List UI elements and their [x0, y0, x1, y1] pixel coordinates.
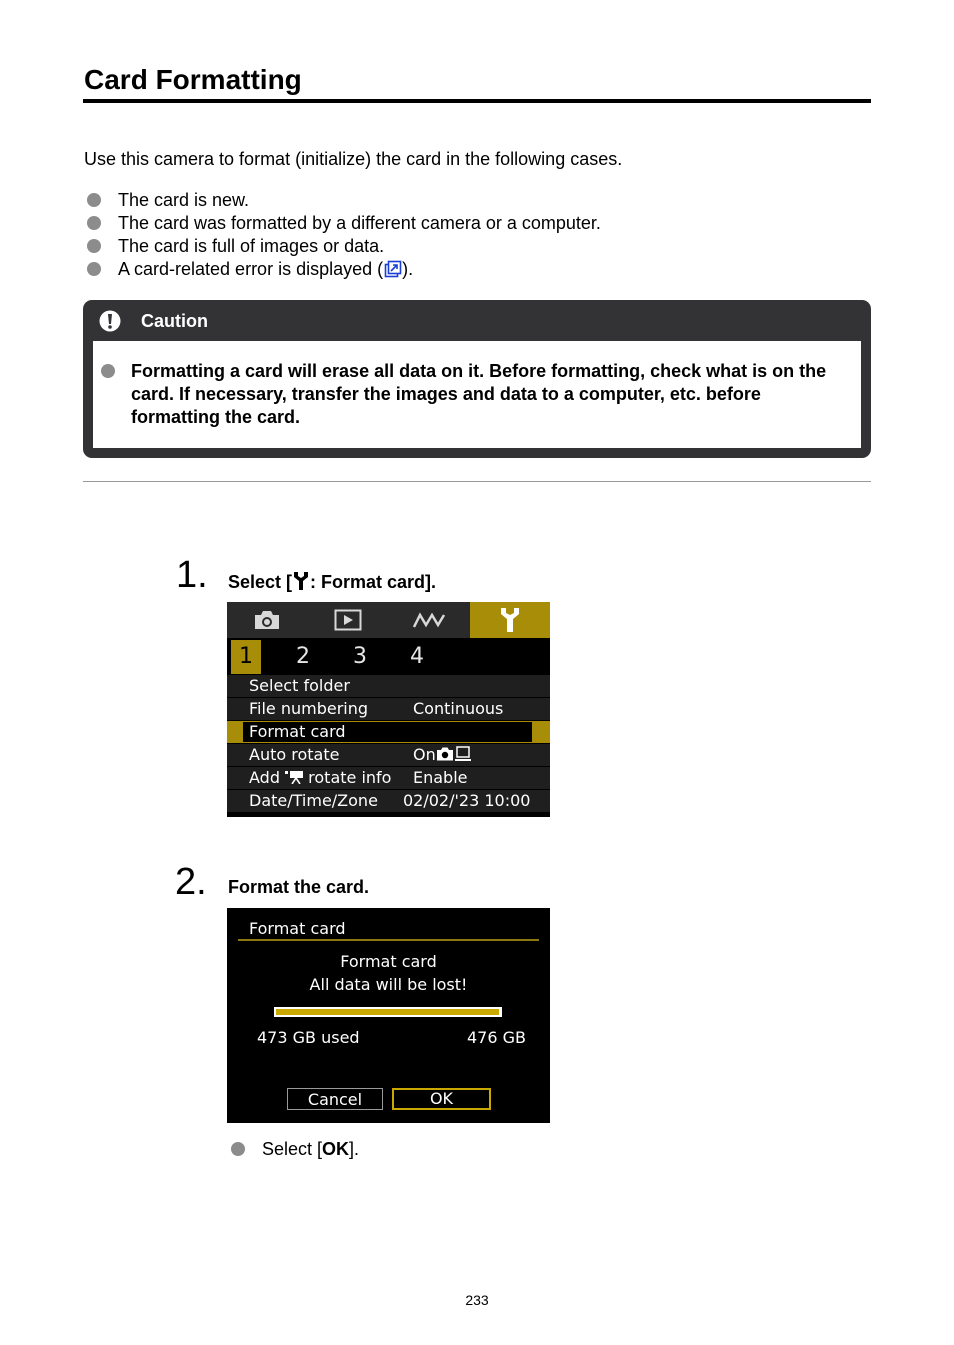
bullet-icon [87, 262, 101, 276]
bullet-icon [87, 239, 101, 253]
movie-icon [285, 770, 303, 784]
camera-icon [253, 610, 281, 630]
menu-item-value-group: On [413, 744, 472, 766]
bullet-icon [87, 216, 101, 230]
tab-setup[interactable] [470, 602, 550, 638]
format-card-screen [227, 908, 550, 1123]
page-number: 233 [465, 1292, 489, 1308]
section-divider [83, 481, 871, 482]
caution-label: Caution [141, 311, 208, 331]
menu-item-label-group: Add rotate info [249, 768, 392, 787]
tab-shooting[interactable] [227, 602, 307, 638]
bullet-icon [101, 364, 115, 378]
wrench-icon [499, 607, 521, 633]
total-capacity: 476 GB [467, 1028, 526, 1047]
usage-bar-fill [276, 1009, 499, 1015]
bullet-icon [231, 1142, 245, 1156]
page-title: Card Formatting [84, 64, 302, 95]
step-instruction: Format the card. [228, 877, 370, 897]
menu-item-auto-rotate[interactable] [227, 744, 550, 766]
step-number: 2. [175, 861, 207, 903]
menu-item-label: Auto rotate [249, 745, 340, 764]
sub-step: Select [OK]. [231, 1138, 359, 1160]
used-capacity: 473 GB used [257, 1028, 360, 1047]
title-underline [238, 939, 539, 941]
cancel-button[interactable]: Cancel [287, 1088, 383, 1110]
bullet-icon [87, 193, 101, 207]
menu-item-label: Select folder [249, 676, 350, 695]
page-link-icon[interactable] [384, 260, 402, 278]
list-item: The card was formatted by a different camera or a computer. [84, 212, 601, 235]
screen-title: Format card [249, 919, 346, 938]
caution-box [83, 300, 871, 458]
camera-icon [436, 747, 454, 761]
menu-item-label: Date/Time/Zone [249, 791, 378, 810]
menu-item-label: Format card [249, 722, 346, 741]
menu-item-select-folder[interactable] [227, 675, 550, 697]
step-number: 1. [176, 554, 208, 596]
list-item: A card-related error is displayed ( ). [84, 258, 601, 281]
usage-bar [274, 1007, 502, 1017]
menu-item-value: Continuous [413, 699, 504, 718]
menu-item-value: Enable [413, 768, 468, 787]
tab-playback[interactable] [308, 602, 388, 638]
camera-menu-screen [227, 602, 550, 817]
menu-page-bar [227, 640, 550, 674]
list-item: The card is full of images or data. [84, 235, 601, 258]
wrench-icon [292, 571, 310, 591]
computer-icon [454, 746, 472, 762]
menu-tab-bar [227, 602, 550, 638]
wireless-icon [412, 611, 446, 629]
caution-text: Formatting a card will erase all data on it. Before formatting, check what is on the card. If necessary, transfer the images and data to a computer, etc. before formatting the card. [131, 361, 827, 427]
menu-item-value: 02/02/'23 10:00 [403, 791, 531, 810]
cases-list [84, 189, 601, 281]
menu-item-format-card[interactable] [227, 721, 550, 743]
ok-button[interactable]: OK [392, 1088, 491, 1110]
caution-header [83, 300, 871, 341]
playback-icon [334, 609, 362, 631]
step-instruction: Select [ : Format card]. [228, 572, 437, 592]
page-tab-2[interactable]: 2 [296, 644, 310, 669]
title-rule [83, 99, 871, 103]
caution-body [93, 341, 861, 448]
page-tab-3[interactable]: 3 [353, 644, 367, 669]
dialog-heading: Format card [340, 952, 437, 971]
page-tab-4[interactable]: 4 [410, 644, 424, 669]
warning-icon [99, 310, 121, 332]
dialog-warning: All data will be lost! [309, 975, 468, 994]
list-item: The card is new. [84, 189, 601, 212]
menu-item-file-numbering[interactable] [227, 698, 550, 720]
tab-wireless[interactable] [389, 602, 469, 638]
page-tab-1[interactable]: 1 [231, 640, 261, 674]
menu-item-add-rotate-info[interactable] [227, 767, 550, 789]
intro-text: Use this camera to format (initialize) the card in the following cases. [84, 149, 623, 169]
menu-item-date-time-zone[interactable] [227, 790, 550, 812]
menu-item-label: File numbering [249, 699, 369, 718]
